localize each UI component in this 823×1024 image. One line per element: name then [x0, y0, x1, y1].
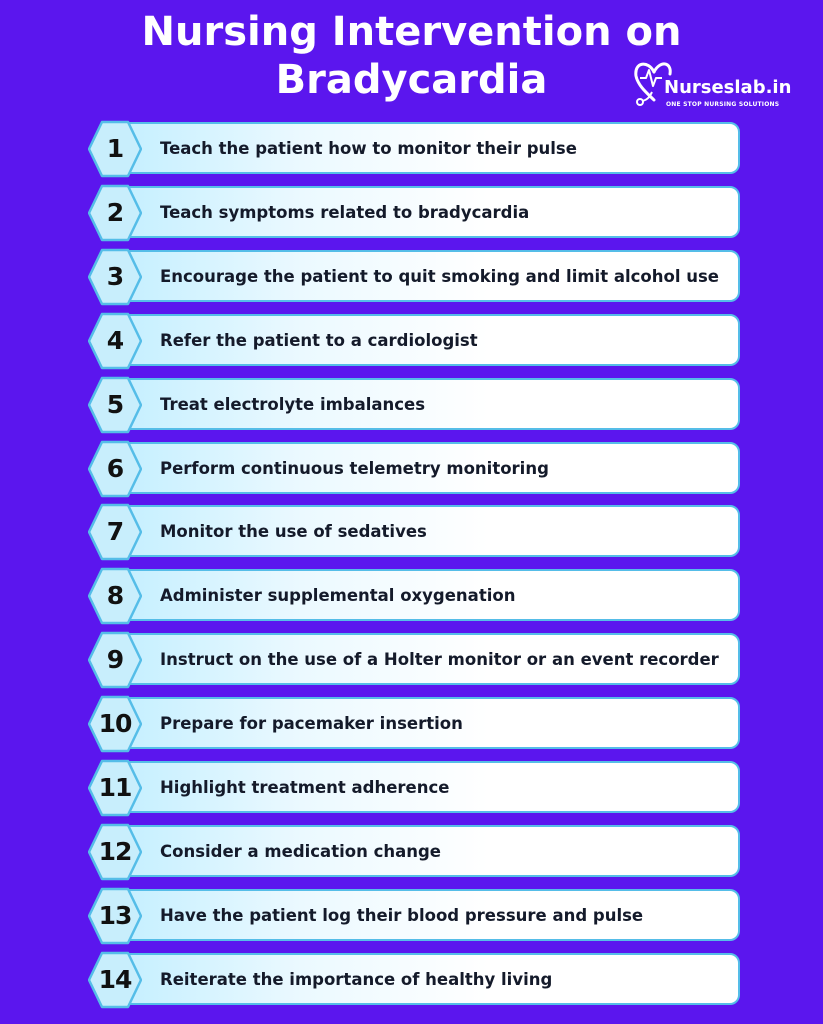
list-item: [88, 696, 742, 752]
item-number: 6: [106, 454, 124, 483]
list-item: [88, 249, 742, 305]
intervention-text: Perform continuous telemetry monitoring: [160, 459, 549, 478]
intervention-text: Reiterate the importance of healthy living: [160, 970, 553, 989]
intervention-text: Teach symptoms related to bradycardia: [160, 203, 530, 222]
list-item: [88, 888, 742, 944]
list-item: [88, 377, 742, 433]
item-number: 4: [106, 326, 124, 355]
item-number: 7: [106, 517, 124, 546]
item-number: 1: [106, 134, 124, 163]
item-number: 2: [106, 198, 124, 227]
number-badge: [88, 951, 142, 1009]
number-badge: [88, 503, 142, 561]
list-item: [88, 504, 742, 560]
number-badge: [88, 759, 142, 817]
intervention-text: Refer the patient to a cardiologist: [160, 331, 478, 350]
number-badge: [88, 376, 142, 434]
item-number: 11: [98, 773, 132, 802]
list-item: [88, 568, 742, 624]
number-badge: [88, 567, 142, 625]
intervention-text: Teach the patient how to monitor their pulse: [160, 139, 577, 158]
number-badge: [88, 887, 142, 945]
list-item: [88, 952, 742, 1008]
item-number: 5: [106, 390, 124, 419]
nurseslab-logo: [634, 56, 814, 116]
number-badge: [88, 312, 142, 370]
intervention-text: Have the patient log their blood pressure and pulse: [160, 906, 644, 925]
number-badge: [88, 631, 142, 689]
item-number: 12: [98, 837, 132, 866]
number-badge: [88, 184, 142, 242]
item-number: 10: [98, 709, 132, 738]
intervention-text: Monitor the use of sedatives: [160, 522, 427, 541]
logo-tagline: ONE STOP NURSING SOLUTIONS: [666, 101, 780, 108]
list-item: [88, 760, 742, 816]
number-badge: [88, 440, 142, 498]
number-badge: [88, 823, 142, 881]
number-badge: [88, 695, 142, 753]
number-badge: [88, 248, 142, 306]
intervention-text: Instruct on the use of a Holter monitor or an event recorder: [160, 650, 719, 669]
item-number: 3: [106, 262, 124, 291]
intervention-text: Prepare for pacemaker insertion: [160, 714, 463, 733]
logo-name: Nurseslab.in: [664, 77, 792, 98]
item-number: 13: [98, 901, 132, 930]
item-number: 14: [98, 965, 132, 994]
list-item: [88, 441, 742, 497]
intervention-text: Consider a medication change: [160, 842, 441, 861]
intervention-text: Treat electrolyte imbalances: [160, 395, 426, 414]
number-badge: [88, 120, 142, 178]
list-item: [88, 632, 742, 688]
title-line-1: Nursing Intervention on: [141, 9, 682, 55]
list-item: [88, 824, 742, 880]
intervention-text: Administer supplemental oxygenation: [160, 586, 516, 605]
list-item: [88, 121, 742, 177]
item-number: 9: [106, 645, 124, 674]
intervention-text: Highlight treatment adherence: [160, 778, 450, 797]
list-item: [88, 313, 742, 369]
list-item: [88, 185, 742, 241]
title-line-2: Bradycardia: [275, 57, 548, 103]
item-number: 8: [106, 581, 124, 610]
intervention-text: Encourage the patient to quit smoking and limit alcohol use: [160, 267, 719, 286]
